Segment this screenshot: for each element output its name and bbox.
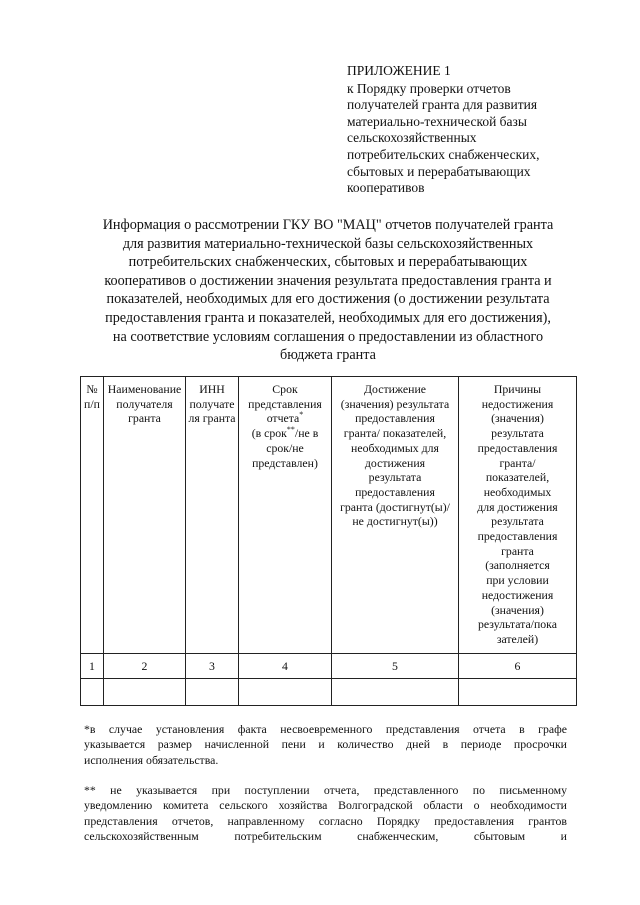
document-heading: [78, 216, 578, 365]
footnote-line: ** не указывается при поступлении отчета, представленного по письменному: [84, 783, 567, 797]
heading-line: для развития материально-технической базы сельскохозяйственных: [122, 235, 534, 252]
appendix-header: [347, 63, 597, 197]
appendix-line: кооперативов: [347, 180, 425, 196]
column-header-inn: ИНН получате ля гранта: [186, 377, 239, 654]
table-column-numbers-row: [81, 654, 577, 679]
column-header-number: № п/п: [81, 377, 104, 654]
appendix-line: к Порядку проверки отчетов: [347, 80, 511, 96]
appendix-title: ПРИЛОЖЕНИЕ 1: [347, 63, 451, 78]
empty-cell: [239, 678, 332, 705]
heading-line: на соответствие условиям соглашения о предоставлении из областного: [112, 328, 544, 345]
table-empty-row: [81, 678, 577, 705]
appendix-line: сбытовых и перерабатывающих: [347, 163, 531, 179]
appendix-line: потребительских снабженческих,: [347, 146, 540, 162]
column-header-achievement: Достижение (значения) результата предоставления гранта/ показателей, необходимых для достижения результата предоставления гранта (достигнут(ы)/ не достигнут(ы)): [332, 377, 459, 654]
column-number-cell: 4: [239, 654, 332, 679]
column-header-reasons: Причины недостижения (значения) результата предоставления гранта/ показателей, необходимых для достижения результата предоставления гранта (заполняется при условии недостижения (значения) результата/пока зателей): [459, 377, 577, 654]
footnote-line: указывается размер начисленной пени и количество дней в периоде просрочки: [84, 737, 567, 752]
heading-line: предоставления гранта и показателей, необходимых для его достижения),: [105, 309, 551, 326]
heading-line: Информация о рассмотрении ГКУ ВО "МАЦ" отчетов получателей гранта: [102, 217, 554, 233]
column-number-cell: 3: [186, 654, 239, 679]
empty-cell: [332, 678, 459, 705]
appendix-line: сельскохозяйственных: [347, 130, 477, 146]
report-table: [80, 376, 577, 706]
footnote-line: сельскохозяйственным потребительским снабженческим, сбытовым и: [84, 829, 567, 844]
column-header-report-deadline: Срок представления отчета* (в срок**/не в срок/не представлен): [239, 377, 332, 654]
heading-line: показателей, необходимых для его достижения (о достижении результата: [106, 291, 550, 308]
footnote-late-report: [84, 722, 567, 768]
column-number-cell: 2: [104, 654, 186, 679]
table-header-row: [81, 377, 577, 654]
heading-line: потребительских снабженческих, сбытовых и перерабатывающих: [128, 254, 528, 271]
footnote-line: исполнения обязательства.: [84, 752, 219, 767]
footnote-line: *в случае установления факта несвоевременного представления отчета в графе: [84, 722, 567, 736]
empty-cell: [81, 678, 104, 705]
column-number-cell: 5: [332, 654, 459, 679]
empty-cell: [104, 678, 186, 705]
footnote-line: уведомлению комитета сельского хозяйства Волгоградской области о необходимости: [84, 798, 567, 813]
column-header-recipient-name: Наименование получателя гранта: [104, 377, 186, 654]
empty-cell: [459, 678, 577, 705]
footnote-not-specified: [84, 783, 567, 845]
footnote-line: представления отчетов, направленному согласно Порядку предоставления грантов: [84, 813, 567, 828]
heading-line: кооперативов о достижении значения результата предоставления гранта и: [104, 272, 552, 289]
heading-line: бюджета гранта: [280, 347, 376, 364]
appendix-line: материально-технической базы: [347, 113, 527, 129]
appendix-line: получателей гранта для развития: [347, 97, 538, 113]
empty-cell: [186, 678, 239, 705]
column-number-cell: 6: [459, 654, 577, 679]
column-number-cell: 1: [81, 654, 104, 679]
